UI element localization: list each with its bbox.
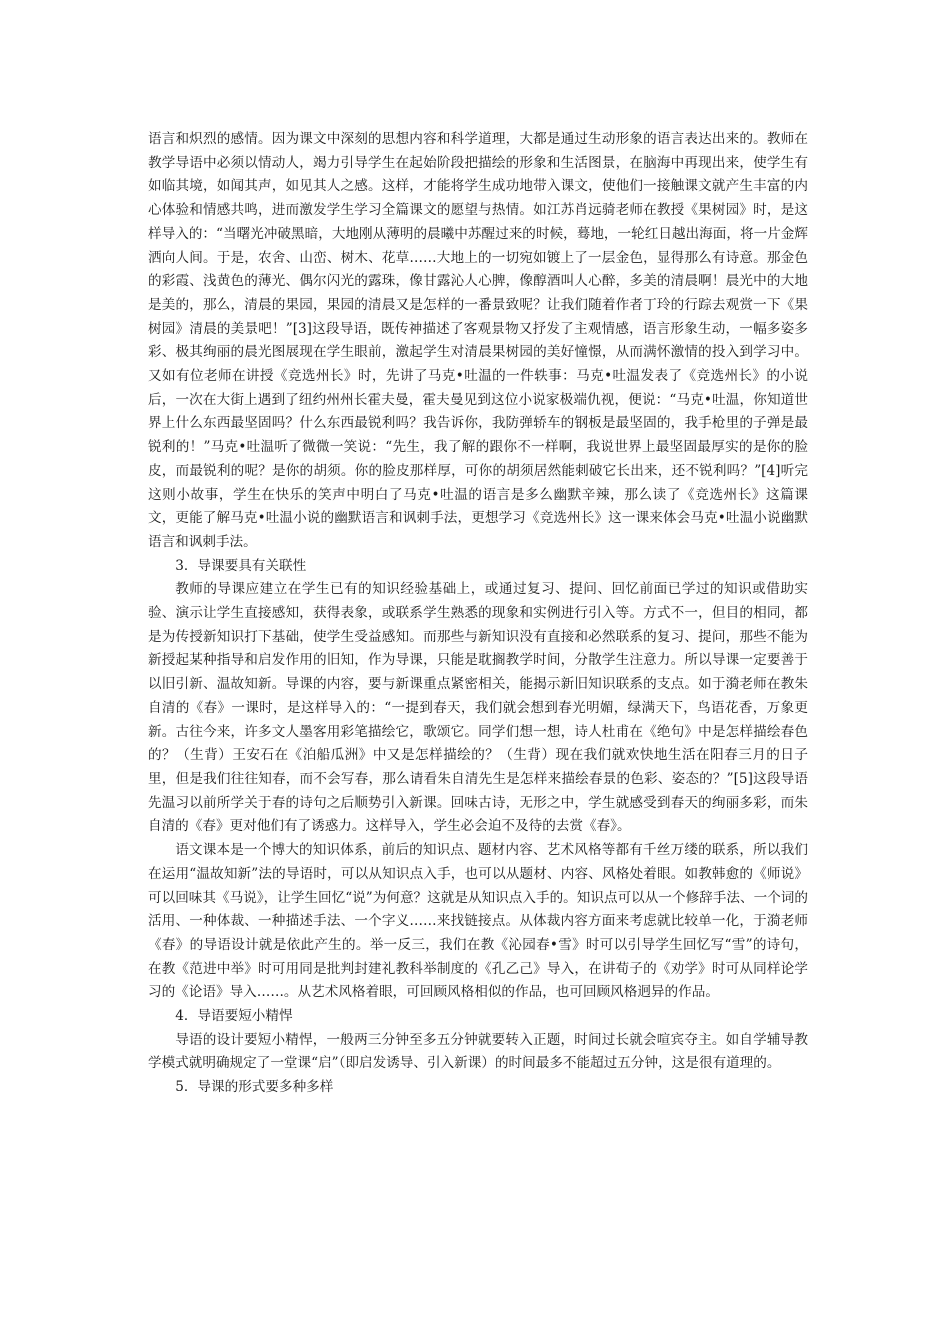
body-paragraph: 语言和炽烈的感情。因为课文中深刻的思想内容和科学道理，大都是通过生动形象的语言表达出来的。教师在教学导语中必须以情动人，竭力引导学生在起始阶段把描绘的形象和生活图景，在脑海中再现出来，使学生有如临其境，如闻其声，如见其人之感。这样，才能将学生成功地带入课文，使他们一接触课文就产生丰富的内心体验和情感共鸣，进而激发学生学习全篇课文的愿望与热情。如江苏肖远骑老师在教授《果树园》时，是这样导入的：“当曙光冲破黑暗，大地刚从薄明的晨曦中苏醒过来的时候，蓦地，一轮红日越出海面，将一片金辉洒向人间。于是，农舍、山峦、树木、花草……大地上的一切宛如镀上了一层金色，显得那么有诗意。那金色的彩霞、浅黄色的薄光、偶尔闪光的露珠，像甘露沁人心脾，像醇酒叫人心醉，多美的清晨啊！晨光中的大地是美的，那么，清晨的果园，果园的清晨又是怎样的一番景致呢？让我们随着作者丁玲的行踪去观赏一下《果树园》清晨的美景吧！”[3]这段导语，既传神描述了客观景物又抒发了主观情感，语言形象生动，一幅多姿多彩、极其绚丽的晨光图展现在学生眼前，激起学生对清晨果树园的美好憧憬，从而满怀激情的投入到学习中。又如有位老师在讲授《竞选州长》时，先讲了马克•吐温的一件轶事：马克•吐温发表了《竞选州长》的小说后，一次在大街上遇到了纽约州州长霍夫曼，霍夫曼见到这位小说家极端仇视，便说：“马克•吐温，你知道世界上什么东西最坚固吗？什么东西最锐利吗？我告诉你，我防弹轿车的钢板是最坚固的，我手枪里的子弹是最锐利的！”马克•吐温听了微微一笑说：“先生，我了解的跟你不一样啊，我说世界上最坚固最厚实的是你的脸皮，而最锐利的呢？是你的胡须。你的脸皮那样厚，可你的胡须居然能刺破它长出来，还不锐利吗？”[4]听完这则小故事，学生在快乐的笑声中明白了马克•吐温的语言是多么幽默辛辣，那么读了《竞选州长》这篇课文，更能了解马克•吐温小说的幽默语言和讽刺手法，更想学习《竞选州长》这一课来体会马克•吐温小说幽默语言和讽刺手法。 — [148, 131, 808, 550]
section-heading: 5．导课的形式要多种多样 — [175, 1079, 334, 1096]
document-page — [148, 128, 808, 1100]
section-heading: 4．导语要短小精悍 — [175, 1008, 293, 1025]
body-paragraph: 教师的导课应建立在学生已有的知识经验基础上，或通过复习、提问、回忆前面已学过的知识或借助实验、演示让学生直接感知，获得表象，或联系学生熟悉的现象和实例进行引入等。方式不一，但目的相同，都是为传授新知识打下基础，使学生受益感知。而那些与新知识没有直接和必然联系的复习、提问，那些不能为新授起某种指导和启发作用的旧知，作为导课，只能是耽搁教学时间，分散学生注意力。所以导课一定要善于以旧引新、温故知新。导课的内容，要与新课重点紧密相关，能揭示新旧知识联系的支点。如于漪老师在教朱自清的《春》一课时，是这样导入的：“一提到春天，我们就会想到春光明媚，绿满天下，鸟语花香，万象更新。古往今来，许多文人墨客用彩笔描绘它，歌颂它。同学们想一想，诗人杜甫在《绝句》中是怎样描绘春色的？（生背）王安石在《泊船瓜洲》中又是怎样描绘的？（生背）现在我们就欢快地生活在阳春三月的日子里，但是我们往往知春，而不会写春，那么请看朱自清先生是怎样来描绘春景的色彩、姿态的？”[5]这段导语先温习以前所学关于春的诗句之后顺势引入新课。回味古诗，无形之中，学生就感受到春天的绚丽多彩，而朱自清的《春》更对他们有了诱惑力。这样导入，学生必会迫不及待的去赏《春》。 — [148, 581, 808, 835]
section-heading: 3．导课要具有关联性 — [175, 557, 307, 574]
body-paragraph: 导语的设计要短小精悍，一般两三分钟至多五分钟就要转入正题，时间过长就会喧宾夺主。如自学辅导教学模式就明确规定了一堂课“启”（即启发诱导、引入新课）的时间最多不能超过五分钟，这是很有道理的。 — [148, 1031, 808, 1072]
body-paragraph: 语文课本是一个博大的知识体系，前后的知识点、题材内容、艺术风格等都有千丝万缕的联系，所以我们在运用“温故知新”法的导语时，可以从知识点入手，也可以从题材、内容、风格处着眼。如教韩愈的《师说》可以回味其《马说》，让学生回忆“说”为何意？这就是从知识点入手的。知识点可以从一个修辞手法、一个词的活用、一种体裁、一种描述手法、一个字义……来找链接点。从体裁内容方面来考虑就比较单一化，于漪老师《春》的导语设计就是依此产生的。举一反三，我们在教《沁园春•雪》时可以引导学生回忆写“雪”的诗句，在教《范进中举》时可用同是批判封建礼教科举制度的《孔乙己》导入，在讲荀子的《劝学》时可从同样论学习的《论语》导入……。从艺术风格着眼，可回顾风格相似的作品，也可回顾风格迥异的作品。 — [148, 842, 808, 1001]
